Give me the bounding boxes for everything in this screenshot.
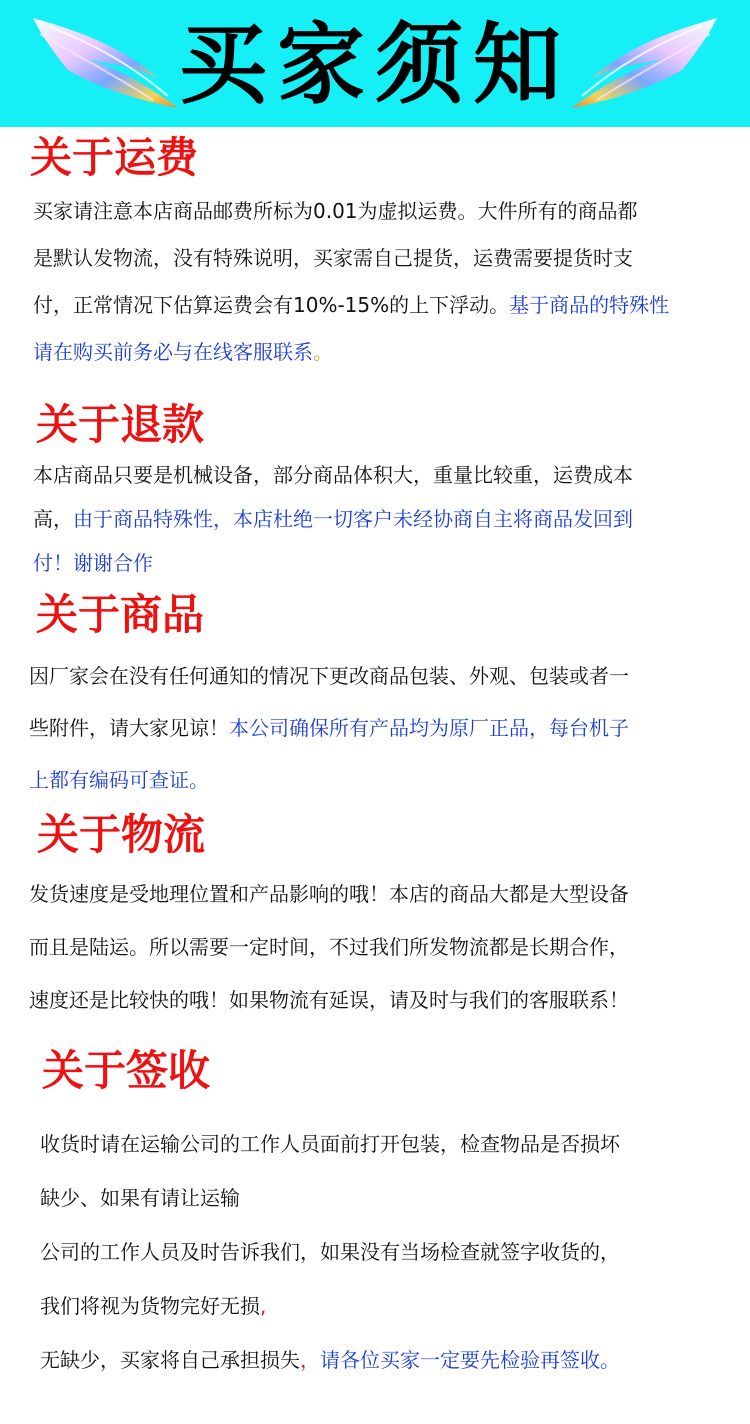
text-line bbox=[29, 702, 629, 754]
text-segment: 些附件，请大家见谅！ bbox=[29, 716, 229, 740]
highlight-text: 本公司确保所有产品均为原厂正品，每台机子 bbox=[229, 716, 629, 740]
text-line: 因厂家会在没有任何通知的情况下更改商品包装、外观、包装或者一 bbox=[29, 664, 629, 688]
highlight-text: 付！谢谢合作 bbox=[33, 551, 153, 575]
section-title-signing: 关于签收 bbox=[42, 1046, 211, 1095]
refund-text bbox=[33, 453, 633, 585]
shipping-text bbox=[33, 188, 669, 376]
section-title-product: 关于商品 bbox=[36, 590, 205, 639]
text-line bbox=[33, 497, 633, 541]
text-line: 收货时请在运输公司的工作人员面前打开包装，检查物品是否损坏 bbox=[40, 1132, 620, 1156]
header-banner bbox=[0, 0, 750, 127]
text-segment: 我们将视为货物完好无损 bbox=[40, 1294, 260, 1318]
section-title-refund: 关于退款 bbox=[36, 400, 205, 449]
section-title-logistics: 关于物流 bbox=[37, 810, 206, 859]
text-line: 买家请注意本店商品邮费所标为0.01为虚拟运费。大件所有的商品都 bbox=[33, 199, 638, 223]
text-line: 发货速度是受地理位置和产品影响的哦！本店的商品大都是大型设备 bbox=[29, 882, 629, 906]
text-line: 公司的工作人员及时告诉我们，如果没有当场检查就签字收货的， bbox=[40, 1240, 620, 1264]
text-line bbox=[33, 282, 669, 329]
text-segment: 付，正常情况下估算运费会有10%-15%的上下浮动。 bbox=[33, 293, 510, 317]
text-line: 缺少、如果有请让运输 bbox=[40, 1186, 240, 1210]
highlight-text: 由于商品特殊性，本店杜绝一切客户未经协商自主将商品发回到 bbox=[73, 507, 633, 531]
page-title: 买家须知 bbox=[178, 12, 571, 116]
text-segment: 高， bbox=[33, 507, 73, 531]
text-line: 速度还是比较快的哦！如果物流有延误，请及时与我们的客服联系！ bbox=[29, 988, 629, 1012]
text-segment: ， bbox=[300, 1348, 320, 1372]
text-segment: 无缺少，买家将自己承担损失 bbox=[40, 1348, 300, 1372]
text-line: 是默认发物流，没有特殊说明，买家需自己提货，运费需要提货时支 bbox=[33, 246, 633, 270]
highlight-text: 请在购买前务必与在线客服联系 bbox=[33, 340, 313, 364]
text-line: 本店商品只要是机械设备，部分商品体积大，重量比较重，运费成本 bbox=[33, 463, 633, 487]
highlight-text: 基于商品的特殊性 bbox=[509, 293, 670, 317]
signing-text bbox=[40, 1117, 620, 1387]
highlight-text: 请各位买家一定要先检验再签收。 bbox=[320, 1348, 620, 1372]
text-line bbox=[40, 1333, 620, 1387]
text-segment: 。 bbox=[313, 340, 333, 364]
logistics-text bbox=[29, 868, 629, 1027]
text-segment: , bbox=[260, 1294, 267, 1318]
wing-icon bbox=[562, 8, 722, 120]
product-text bbox=[29, 650, 629, 806]
text-line bbox=[40, 1279, 620, 1333]
text-line: 而且是陆运。所以需要一定时间，不过我们所发物流都是长期合作， bbox=[29, 935, 629, 959]
section-title-shipping: 关于运费 bbox=[30, 133, 199, 182]
highlight-text: 上都有编码可查证。 bbox=[29, 768, 209, 792]
text-line bbox=[33, 329, 669, 376]
